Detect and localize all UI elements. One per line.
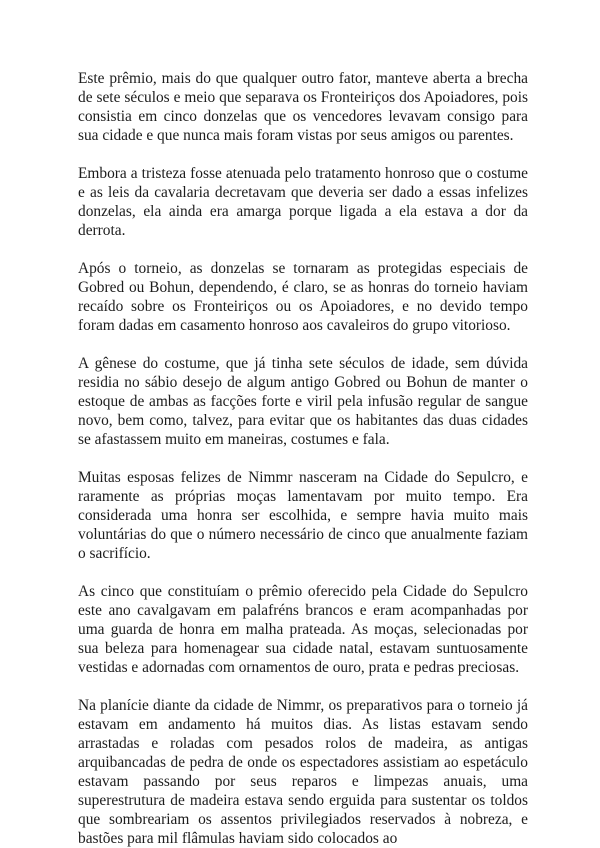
paragraph-5: Muitas esposas felizes de Nimmr nasceram na Cidade do Sepulcro, e raramente as próprias moças lamentavam por muito tempo. Era considerada uma honra ser escolhida, e sempre havia muito mais voluntárias do que o número necessário de cinco que anualmente faziam o sacrifício. xyxy=(78,469,528,562)
paragraph-2: Embora a tristeza fosse atenuada pelo tratamento honroso que o costume e as leis da cavalaria decretavam que deveria ser dado a essas infelizes donzelas, ela ainda era amarga porque ligada a ela estava a dor da derrota. xyxy=(78,165,528,239)
paragraph-4: A gênese do costume, que já tinha sete séculos de idade, sem dúvida residia no sábio desejo de algum antigo Gobred ou Bohun de manter o estoque de ambas as facções forte e viril pela infusão regular de sangue novo, bem como, talvez, para evitar que os habitantes das duas cidades se afastassem muito em maneiras, costumes e fala. xyxy=(78,355,528,448)
document-body xyxy=(78,69,528,848)
paragraph-7: Na planície diante da cidade de Nimmr, os preparativos para o torneio já estavam em andamento há muitos dias. As listas estavam sendo arrastadas e roladas com pesados rolos de madeira, as antigas arquibancadas de pedra de onde os espectadores assistiam ao espetáculo estavam passando por seus reparos e limpezas anuais, uma superestrutura de madeira estava sendo erguida para sustentar os toldos que sombreariam os assentos privilegiados reservados à nobreza, e bastões para mil flâmulas haviam sido colocados ao xyxy=(78,697,528,847)
paragraph-1: Este prêmio, mais do que qualquer outro fator, manteve aberta a brecha de sete séculos e meio que separava os Fronteiriços dos Apoiadores, pois consistia em cinco donzelas que os vencedores levavam consigo para sua cidade e que nunca mais foram vistas por seus amigos ou parentes. xyxy=(78,70,528,144)
paragraph-6: As cinco que constituíam o prêmio oferecido pela Cidade do Sepulcro este ano cavalgavam em palafréns brancos e eram acompanhadas por uma guarda de honra em malha prateada. As moças, selecionadas por sua beleza para homenagear sua cidade natal, estavam suntuosamente vestidas e adornadas com ornamentos de ouro, prata e pedras preciosas. xyxy=(78,583,528,676)
paragraph-3: Após o torneio, as donzelas se tornaram as protegidas especiais de Gobred ou Bohun, dependendo, é claro, se as honras do torneio haviam recaído sobre os Fronteiriços ou os Apoiadores, e no devido tempo foram dadas em casamento honroso aos cavaleiros do grupo vitorioso. xyxy=(78,260,528,334)
